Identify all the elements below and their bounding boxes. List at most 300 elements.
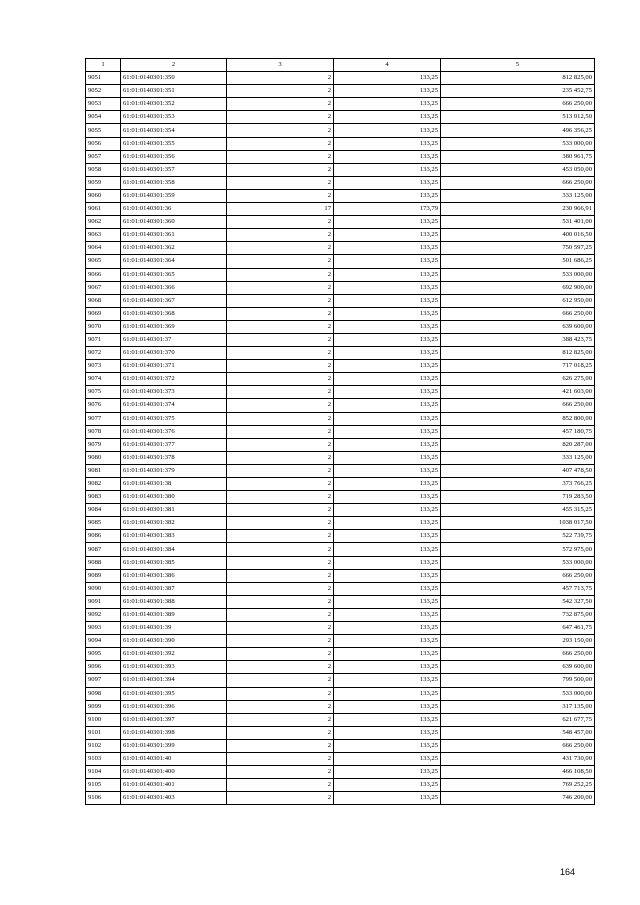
- cadastral-number-cell: 61:01:0140301:365: [121, 268, 227, 281]
- area-cell: 133,25: [334, 582, 441, 595]
- header-cell-5: 5: [441, 59, 595, 72]
- row-number-cell: 9052: [86, 85, 121, 98]
- count-cell: 2: [227, 582, 334, 595]
- area-cell: 133,25: [334, 491, 441, 504]
- count-cell: 2: [227, 687, 334, 700]
- cadastral-number-cell: 61:01:0140301:362: [121, 242, 227, 255]
- table-row: [86, 255, 595, 268]
- cadastral-number-cell: 61:01:0140301:372: [121, 373, 227, 386]
- row-number-cell: 9054: [86, 111, 121, 124]
- value-cell: 431 730,00: [441, 752, 595, 765]
- table-row: [86, 85, 595, 98]
- value-cell: 612 950,00: [441, 294, 595, 307]
- table-row: [86, 98, 595, 111]
- value-cell: 388 423,75: [441, 333, 595, 346]
- page-number: 164: [560, 867, 576, 877]
- value-cell: 457 180,75: [441, 425, 595, 438]
- cadastral-number-cell: 61:01:0140301:385: [121, 556, 227, 569]
- area-cell: 133,25: [334, 792, 441, 805]
- row-number-cell: 9074: [86, 373, 121, 386]
- area-cell: 133,25: [334, 451, 441, 464]
- count-cell: 17: [227, 203, 334, 216]
- area-cell: 133,25: [334, 569, 441, 582]
- table-row: [86, 307, 595, 320]
- value-cell: 407 478,50: [441, 464, 595, 477]
- table-row: [86, 294, 595, 307]
- row-number-cell: 9102: [86, 739, 121, 752]
- count-cell: 2: [227, 307, 334, 320]
- count-cell: 2: [227, 595, 334, 608]
- area-cell: 133,25: [334, 150, 441, 163]
- row-number-cell: 9080: [86, 451, 121, 464]
- table-row: [86, 530, 595, 543]
- row-number-cell: 9085: [86, 517, 121, 530]
- cadastral-number-cell: 61:01:0140301:361: [121, 229, 227, 242]
- count-cell: 2: [227, 360, 334, 373]
- table-row: [86, 150, 595, 163]
- area-cell: 133,25: [334, 124, 441, 137]
- table-row: [86, 556, 595, 569]
- cadastral-number-cell: 61:01:0140301:376: [121, 425, 227, 438]
- row-number-cell: 9056: [86, 137, 121, 150]
- area-cell: 133,25: [334, 478, 441, 491]
- count-cell: 2: [227, 163, 334, 176]
- cadastral-number-cell: 61:01:0140301:351: [121, 85, 227, 98]
- cadastral-number-cell: 61:01:0140301:367: [121, 294, 227, 307]
- table-row: [86, 451, 595, 464]
- table-row: [86, 373, 595, 386]
- table-row: [86, 111, 595, 124]
- value-cell: 666 250,00: [441, 307, 595, 320]
- count-cell: 2: [227, 504, 334, 517]
- row-number-cell: 9097: [86, 674, 121, 687]
- area-cell: 133,25: [334, 713, 441, 726]
- value-cell: 666 250,00: [441, 739, 595, 752]
- area-cell: 133,25: [334, 622, 441, 635]
- table-row: [86, 504, 595, 517]
- cadastral-number-cell: 61:01:0140301:382: [121, 517, 227, 530]
- cadastral-number-cell: 61:01:0140301:395: [121, 687, 227, 700]
- cadastral-number-cell: 61:01:0140301:392: [121, 648, 227, 661]
- value-cell: 533 000,00: [441, 687, 595, 700]
- cadastral-number-cell: 61:01:0140301:357: [121, 163, 227, 176]
- table-row: [86, 412, 595, 425]
- row-number-cell: 9066: [86, 268, 121, 281]
- table-row: [86, 635, 595, 648]
- table-row: [86, 320, 595, 333]
- value-cell: 455 315,25: [441, 504, 595, 517]
- table-row: [86, 739, 595, 752]
- count-cell: 2: [227, 608, 334, 621]
- value-cell: 852 800,00: [441, 412, 595, 425]
- cadastral-number-cell: 61:01:0140301:379: [121, 464, 227, 477]
- area-cell: 133,25: [334, 163, 441, 176]
- row-number-cell: 9090: [86, 582, 121, 595]
- count-cell: 2: [227, 85, 334, 98]
- area-cell: 133,25: [334, 687, 441, 700]
- value-cell: 466 108,50: [441, 766, 595, 779]
- row-number-cell: 9068: [86, 294, 121, 307]
- count-cell: 2: [227, 137, 334, 150]
- count-cell: 2: [227, 255, 334, 268]
- value-cell: 457 713,75: [441, 582, 595, 595]
- row-number-cell: 9076: [86, 399, 121, 412]
- value-cell: 531 401,00: [441, 216, 595, 229]
- row-number-cell: 9057: [86, 150, 121, 163]
- row-number-cell: 9100: [86, 713, 121, 726]
- value-cell: 812 825,00: [441, 72, 595, 85]
- area-cell: 133,25: [334, 242, 441, 255]
- area-cell: 133,25: [334, 333, 441, 346]
- table-row: [86, 333, 595, 346]
- area-cell: 133,25: [334, 399, 441, 412]
- value-cell: 621 677,75: [441, 713, 595, 726]
- value-cell: 421 603,00: [441, 386, 595, 399]
- count-cell: 2: [227, 438, 334, 451]
- count-cell: 2: [227, 425, 334, 438]
- table-row: [86, 661, 595, 674]
- row-number-cell: 9061: [86, 203, 121, 216]
- area-cell: 133,25: [334, 216, 441, 229]
- count-cell: 2: [227, 661, 334, 674]
- table-row: [86, 399, 595, 412]
- table-row: [86, 425, 595, 438]
- cadastral-number-cell: 61:01:0140301:38: [121, 478, 227, 491]
- cadastral-number-cell: 61:01:0140301:383: [121, 530, 227, 543]
- count-cell: 2: [227, 543, 334, 556]
- count-cell: 2: [227, 229, 334, 242]
- count-cell: 2: [227, 399, 334, 412]
- row-number-cell: 9081: [86, 464, 121, 477]
- count-cell: 2: [227, 674, 334, 687]
- row-number-cell: 9105: [86, 779, 121, 792]
- cadastral-number-cell: 61:01:0140301:353: [121, 111, 227, 124]
- table-row: [86, 491, 595, 504]
- count-cell: 2: [227, 111, 334, 124]
- table-header: [86, 59, 595, 72]
- area-cell: 133,25: [334, 766, 441, 779]
- area-cell: 133,25: [334, 137, 441, 150]
- count-cell: 2: [227, 373, 334, 386]
- row-number-cell: 9072: [86, 347, 121, 360]
- area-cell: 173,79: [334, 203, 441, 216]
- row-number-cell: 9063: [86, 229, 121, 242]
- table-row: [86, 347, 595, 360]
- table-row: [86, 203, 595, 216]
- row-number-cell: 9098: [86, 687, 121, 700]
- cadastral-number-cell: 61:01:0140301:373: [121, 386, 227, 399]
- row-number-cell: 9079: [86, 438, 121, 451]
- count-cell: 2: [227, 752, 334, 765]
- area-cell: 133,25: [334, 386, 441, 399]
- cadastral-number-cell: 61:01:0140301:350: [121, 72, 227, 85]
- count-cell: 2: [227, 739, 334, 752]
- value-cell: 533 000,00: [441, 137, 595, 150]
- value-cell: 639 600,00: [441, 661, 595, 674]
- value-cell: 533 000,00: [441, 556, 595, 569]
- value-cell: 732 875,00: [441, 608, 595, 621]
- row-number-cell: 9051: [86, 72, 121, 85]
- value-cell: 293 150,00: [441, 635, 595, 648]
- table-row: [86, 478, 595, 491]
- area-cell: 133,25: [334, 648, 441, 661]
- table-row: [86, 517, 595, 530]
- row-number-cell: 9059: [86, 176, 121, 189]
- table-row: [86, 72, 595, 85]
- table-row: [86, 752, 595, 765]
- header-cell-1: 1: [86, 59, 121, 72]
- count-cell: 2: [227, 412, 334, 425]
- cadastral-number-cell: 61:01:0140301:37: [121, 333, 227, 346]
- cadastral-number-cell: 61:01:0140301:396: [121, 700, 227, 713]
- area-cell: 133,25: [334, 517, 441, 530]
- cadastral-number-cell: 61:01:0140301:399: [121, 739, 227, 752]
- cadastral-number-cell: 61:01:0140301:366: [121, 281, 227, 294]
- cadastral-number-cell: 61:01:0140301:358: [121, 176, 227, 189]
- cadastral-number-cell: 61:01:0140301:389: [121, 608, 227, 621]
- value-cell: 750 597,25: [441, 242, 595, 255]
- table-row: [86, 595, 595, 608]
- count-cell: 2: [227, 622, 334, 635]
- cadastral-number-cell: 61:01:0140301:378: [121, 451, 227, 464]
- row-number-cell: 9064: [86, 242, 121, 255]
- value-cell: 453 050,00: [441, 163, 595, 176]
- count-cell: 2: [227, 569, 334, 582]
- count-cell: 2: [227, 150, 334, 163]
- area-cell: 133,25: [334, 464, 441, 477]
- row-number-cell: 9083: [86, 491, 121, 504]
- area-cell: 133,25: [334, 608, 441, 621]
- table-row: [86, 543, 595, 556]
- table-row: [86, 582, 595, 595]
- value-cell: 666 250,00: [441, 569, 595, 582]
- value-cell: 769 252,25: [441, 779, 595, 792]
- area-cell: 133,25: [334, 752, 441, 765]
- value-cell: 533 000,00: [441, 268, 595, 281]
- area-cell: 133,25: [334, 635, 441, 648]
- row-number-cell: 9078: [86, 425, 121, 438]
- cadastral-number-cell: 61:01:0140301:375: [121, 412, 227, 425]
- count-cell: 2: [227, 713, 334, 726]
- table-row: [86, 766, 595, 779]
- count-cell: 2: [227, 268, 334, 281]
- area-cell: 133,25: [334, 72, 441, 85]
- value-cell: 548 457,00: [441, 726, 595, 739]
- cadastral-number-cell: 61:01:0140301:386: [121, 569, 227, 582]
- row-number-cell: 9067: [86, 281, 121, 294]
- count-cell: 2: [227, 635, 334, 648]
- value-cell: 373 766,25: [441, 478, 595, 491]
- value-cell: 235 452,75: [441, 85, 595, 98]
- cadastral-number-cell: 61:01:0140301:360: [121, 216, 227, 229]
- row-number-cell: 9060: [86, 189, 121, 202]
- count-cell: 2: [227, 333, 334, 346]
- value-cell: 666 250,00: [441, 399, 595, 412]
- area-cell: 133,25: [334, 726, 441, 739]
- count-cell: 2: [227, 189, 334, 202]
- cadastral-number-cell: 61:01:0140301:359: [121, 189, 227, 202]
- row-number-cell: 9093: [86, 622, 121, 635]
- table-row: [86, 779, 595, 792]
- cadastral-number-cell: 61:01:0140301:398: [121, 726, 227, 739]
- value-cell: 647 461,75: [441, 622, 595, 635]
- count-cell: 2: [227, 72, 334, 85]
- area-cell: 133,25: [334, 661, 441, 674]
- value-cell: 230 966,91: [441, 203, 595, 216]
- row-number-cell: 9086: [86, 530, 121, 543]
- value-cell: 333 125,00: [441, 189, 595, 202]
- value-cell: 746 200,00: [441, 792, 595, 805]
- area-cell: 133,25: [334, 360, 441, 373]
- table-row: [86, 687, 595, 700]
- cadastral-number-cell: 61:01:0140301:352: [121, 98, 227, 111]
- table-row: [86, 242, 595, 255]
- header-cell-3: 3: [227, 59, 334, 72]
- cadastral-number-cell: 61:01:0140301:39: [121, 622, 227, 635]
- row-number-cell: 9099: [86, 700, 121, 713]
- cadastral-number-cell: 61:01:0140301:40: [121, 752, 227, 765]
- cadastral-number-cell: 61:01:0140301:380: [121, 491, 227, 504]
- area-cell: 133,25: [334, 543, 441, 556]
- value-cell: 820 287,00: [441, 438, 595, 451]
- cadastral-number-cell: 61:01:0140301:403: [121, 792, 227, 805]
- count-cell: 2: [227, 792, 334, 805]
- row-number-cell: 9095: [86, 648, 121, 661]
- value-cell: 812 825,00: [441, 347, 595, 360]
- area-cell: 133,25: [334, 294, 441, 307]
- table-row: [86, 163, 595, 176]
- area-cell: 133,25: [334, 739, 441, 752]
- row-number-cell: 9065: [86, 255, 121, 268]
- header-row: [86, 59, 595, 72]
- cadastral-number-cell: 61:01:0140301:364: [121, 255, 227, 268]
- area-cell: 133,25: [334, 595, 441, 608]
- row-number-cell: 9075: [86, 386, 121, 399]
- data-table: [85, 58, 595, 805]
- value-cell: 799 500,00: [441, 674, 595, 687]
- table-row: [86, 648, 595, 661]
- area-cell: 133,25: [334, 504, 441, 517]
- table-row: [86, 216, 595, 229]
- row-number-cell: 9077: [86, 412, 121, 425]
- value-cell: 719 283,50: [441, 491, 595, 504]
- value-cell: 317 135,00: [441, 700, 595, 713]
- area-cell: 133,25: [334, 189, 441, 202]
- count-cell: 2: [227, 386, 334, 399]
- area-cell: 133,25: [334, 307, 441, 320]
- table-row: [86, 792, 595, 805]
- count-cell: 2: [227, 556, 334, 569]
- cadastral-number-cell: 61:01:0140301:370: [121, 347, 227, 360]
- count-cell: 2: [227, 779, 334, 792]
- count-cell: 2: [227, 478, 334, 491]
- count-cell: 2: [227, 451, 334, 464]
- value-cell: 522 739,75: [441, 530, 595, 543]
- cadastral-number-cell: 61:01:0140301:354: [121, 124, 227, 137]
- count-cell: 2: [227, 464, 334, 477]
- cadastral-number-cell: 61:01:0140301:387: [121, 582, 227, 595]
- count-cell: 2: [227, 176, 334, 189]
- count-cell: 2: [227, 124, 334, 137]
- table-row: [86, 608, 595, 621]
- count-cell: 2: [227, 320, 334, 333]
- row-number-cell: 9094: [86, 635, 121, 648]
- value-cell: 542 327,50: [441, 595, 595, 608]
- row-number-cell: 9101: [86, 726, 121, 739]
- row-number-cell: 9092: [86, 608, 121, 621]
- count-cell: 2: [227, 530, 334, 543]
- cadastral-number-cell: 61:01:0140301:390: [121, 635, 227, 648]
- cadastral-number-cell: 61:01:0140301:371: [121, 360, 227, 373]
- table-row: [86, 176, 595, 189]
- area-cell: 133,25: [334, 268, 441, 281]
- area-cell: 133,25: [334, 255, 441, 268]
- row-number-cell: 9088: [86, 556, 121, 569]
- area-cell: 133,25: [334, 373, 441, 386]
- count-cell: 2: [227, 216, 334, 229]
- row-number-cell: 9070: [86, 320, 121, 333]
- table-row: [86, 268, 595, 281]
- count-cell: 2: [227, 347, 334, 360]
- value-cell: 692 900,00: [441, 281, 595, 294]
- header-cell-2: 2: [121, 59, 227, 72]
- table-body: [86, 72, 595, 805]
- cadastral-number-cell: 61:01:0140301:356: [121, 150, 227, 163]
- cadastral-number-cell: 61:01:0140301:377: [121, 438, 227, 451]
- table-row: [86, 281, 595, 294]
- value-cell: 380 961,75: [441, 150, 595, 163]
- table-row: [86, 438, 595, 451]
- cadastral-number-cell: 61:01:0140301:355: [121, 137, 227, 150]
- row-number-cell: 9087: [86, 543, 121, 556]
- value-cell: 666 250,00: [441, 98, 595, 111]
- value-cell: 639 600,00: [441, 320, 595, 333]
- value-cell: 496 356,25: [441, 124, 595, 137]
- value-cell: 666 250,00: [441, 176, 595, 189]
- row-number-cell: 9104: [86, 766, 121, 779]
- area-cell: 133,25: [334, 674, 441, 687]
- area-cell: 133,25: [334, 530, 441, 543]
- cadastral-number-cell: 61:01:0140301:394: [121, 674, 227, 687]
- count-cell: 2: [227, 648, 334, 661]
- cadastral-number-cell: 61:01:0140301:397: [121, 713, 227, 726]
- table-row: [86, 700, 595, 713]
- count-cell: 2: [227, 491, 334, 504]
- table-row: [86, 674, 595, 687]
- cadastral-number-cell: 61:01:0140301:368: [121, 307, 227, 320]
- table-row: [86, 386, 595, 399]
- cadastral-number-cell: 61:01:0140301:388: [121, 595, 227, 608]
- area-cell: 133,25: [334, 779, 441, 792]
- area-cell: 133,25: [334, 229, 441, 242]
- value-cell: 1038 017,50: [441, 517, 595, 530]
- value-cell: 513 012,50: [441, 111, 595, 124]
- row-number-cell: 9055: [86, 124, 121, 137]
- area-cell: 133,25: [334, 85, 441, 98]
- value-cell: 626 275,00: [441, 373, 595, 386]
- row-number-cell: 9106: [86, 792, 121, 805]
- value-cell: 501 686,25: [441, 255, 595, 268]
- count-cell: 2: [227, 281, 334, 294]
- value-cell: 666 250,00: [441, 648, 595, 661]
- table-row: [86, 726, 595, 739]
- area-cell: 133,25: [334, 347, 441, 360]
- table-row: [86, 622, 595, 635]
- table-row: [86, 189, 595, 202]
- area-cell: 133,25: [334, 438, 441, 451]
- area-cell: 133,25: [334, 412, 441, 425]
- cadastral-number-cell: 61:01:0140301:374: [121, 399, 227, 412]
